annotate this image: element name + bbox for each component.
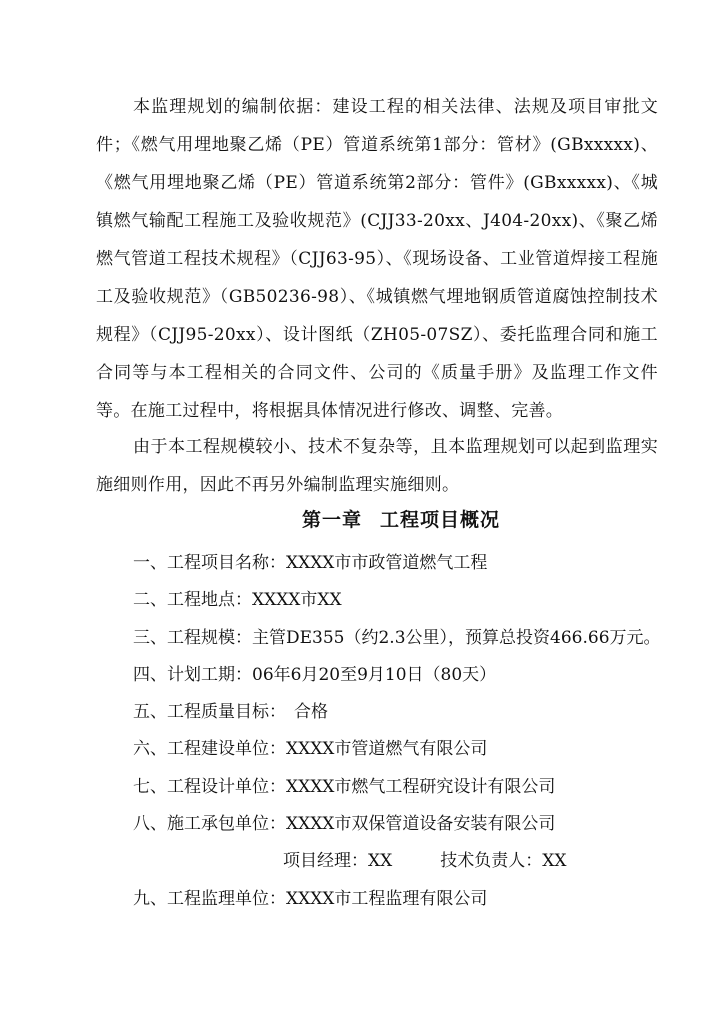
quality-goal-value: 合格 [294,702,328,723]
list-item-designer: 七、工程设计单位：XXXX市燃气工程研究设计有限公司 [133,776,556,797]
chapter-name: 工程项目概况 [380,509,501,531]
chapter-number: 第一章 [301,509,362,531]
list-item-scale: 三、工程规模：主管DE355（约2.3公里），预算总投资466.66万元。 [133,627,661,648]
project-manager: 项目经理：XX [283,851,393,872]
list-item-owner: 六、工程建设单位：XXXX市管道燃气有限公司 [133,739,488,760]
basis-paragraph: 本监理规划的编制依据：建设工程的相关法律、法规及项目审批文件；《燃气用埋地聚乙烯（PE）管道系统第1部分：管材》(GBxxxxx)、《燃气用埋地聚乙烯（PE）管道系统第2部分：管件》(GBxxxxx)、《城镇燃气输配工程施工及验收规范》(CJJ33-20xx、J404-20xx)、《聚乙烯燃气管道工程技术规程》（CJJ63-95）、《现场设备、工业管道焊接工程施工及验收规范》（GB50236-98）、《城镇燃气埋地钢质管道腐蚀控制技术规程》（CJJ95-20xx）、设计图纸（ZH05-07SZ）、委托监理合同和施工合同等与本工程相关的合同文件、公司的《质量手册》及监理工作文件等。在施工过程中，将根据具体情况进行修改、调整、完善。 [96,97,658,421]
list-item-contractor: 八、施工承包单位：XXXX市双保管道设备安装有限公司 [133,814,556,835]
list-item-supervisor: 九、工程监理单位：XXXX市工程监理有限公司 [133,888,488,909]
technical-lead: 技术负责人：XX [440,851,567,872]
list-item-contractor-staff [133,843,693,880]
list-item-project-name: 一、工程项目名称：XXXX市市政管道燃气工程 [133,553,488,573]
project-overview-list [133,545,693,918]
scope-paragraph: 由于本工程规模较小、技术不复杂等，且本监理规划可以起到监理实施细则作用，因此不再另外编制监理实施细则。 [96,437,658,495]
list-item-location: 二、工程地点：XXXX市XX [133,590,342,611]
list-item-schedule: 四、计划工期：06年6月20至9月10日（80天） [133,664,497,685]
chapter-title [96,505,706,532]
quality-goal-label: 五、工程质量目标： [133,702,286,723]
list-item-quality-goal [133,694,693,731]
